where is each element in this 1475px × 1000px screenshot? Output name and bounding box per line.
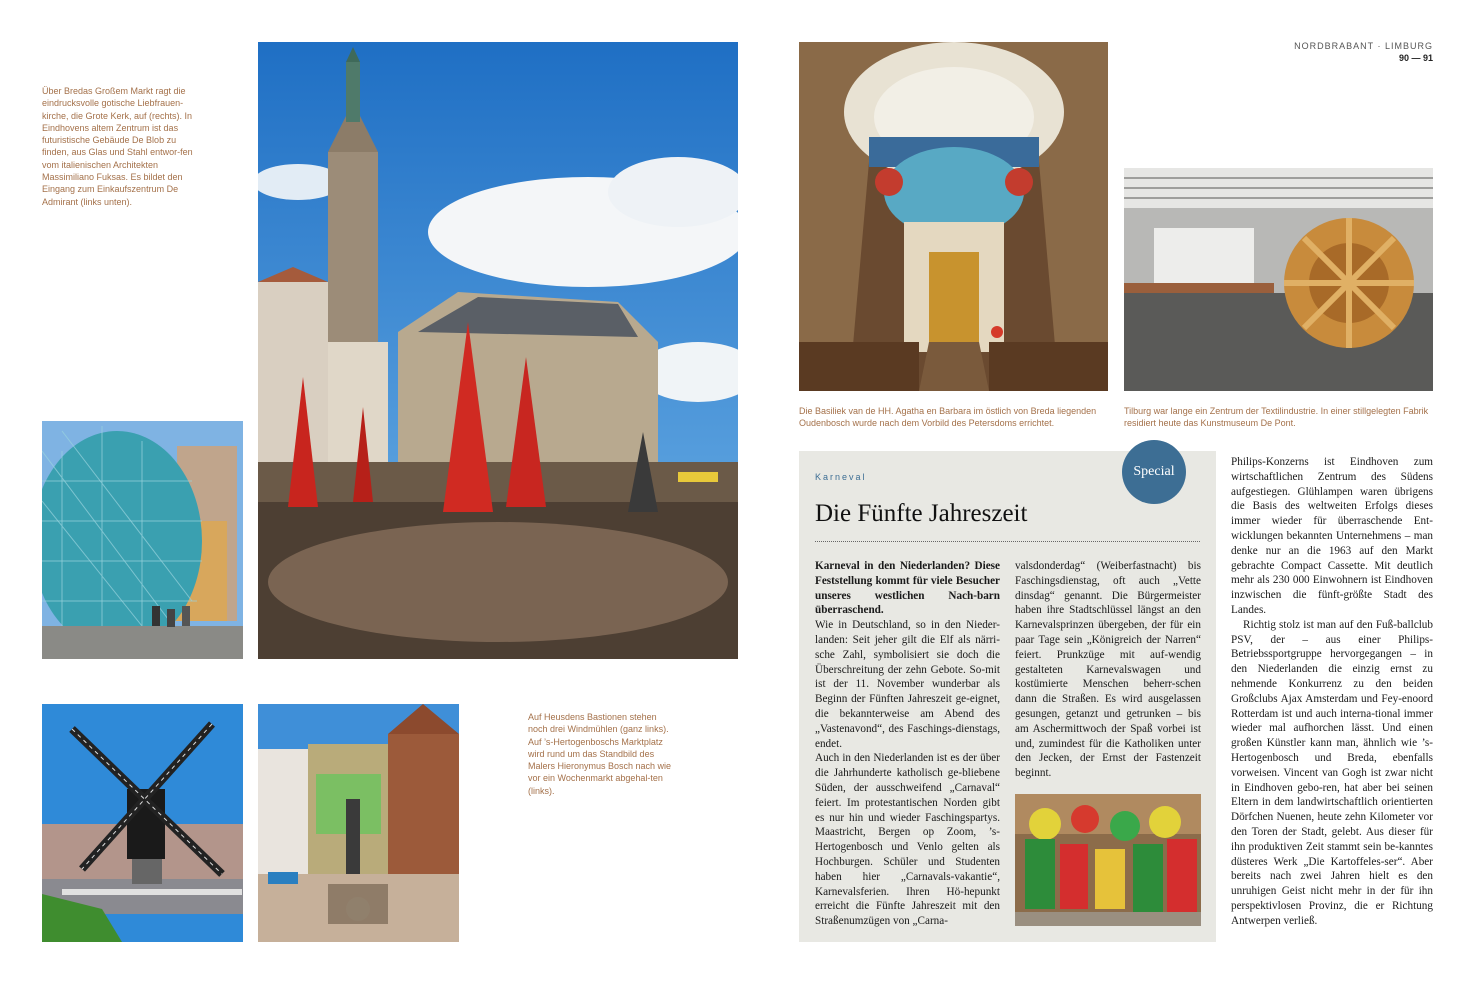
- special-column-1: [815, 559, 1000, 929]
- article-paragraph: Philips-Konzerns ist Eindhoven zum wirtschaftlichen Zentrum des Südens aufgestiegen. Glühlampen waren übrigens die Basis des weltweiten Erfolgs dieses immer wieder für überraschende Ent-wicklungen bekannten Unternehmens – man denke nur an die 1963 auf den Markt gebrachte Compact Cassette. Mit deutlich mehr als 230 000 Einwohnern ist Eindhoven inzwischen die fünft-größte Stadt des Landes.: [1231, 456, 1433, 616]
- caption-basilica: Die Basiliek van de HH. Agatha en Barbara im östlich von Breda liegenden Oudenbosch wurde nach dem Vorbild des Petersdoms errichtet.: [799, 406, 1097, 429]
- article-paragraph: Richtig stolz ist man auf den Fuß-ballclub PSV, der – aus einer Philips-Betriebssportgruppe hervorgegangen – in den Niederlanden die einzig ernst zu nehmende Konkurrenz zu den beiden Großclubs Ajax Amsterdam und Fey-enoord Rotterdam ist und auch interna-tional immer wieder mal aufhorchen lässt. Und einen großen Künstler kann man, ähnlich wie ’s-Hertogenbosch und Breda, ebenfalls vorweisen. Vincent van Gogh ist zwar nicht in Eindhoven gebo-ren, hat aber bei seinen Eltern in dem landwirtschaftlich orientierten Dörfchen Nuenen, heute zehn Kilometer vor den Toren der Stadt, gelebt. Aus dieser für ihn produktiven Zeit stammt sein be-kanntes düsteres Werk „Die Kartoffeles-ser“. Aber bereits nach zwei Jahren hielt es den unruhigen Geist nicht mehr in der für ihn perspektivlosen Provinz, die er Richtung Antwerpen verließ.: [1231, 618, 1433, 927]
- special-badge: Special: [1122, 440, 1186, 504]
- caption-breda: Über Bredas Großem Markt ragt die eindrucksvolle gotische Liebfrauen-kirche, die Grote Kerk, auf (rechts). In Eindhovens altem Zentrum ist das futuristische Gebäude De Blob zu finden, aus Glas und Stahl entwor-fen vom italienischen Architekten Massimiliano Fuksas. Es bildet den Eingang zum Einkaufszentrum De Admirant (links unten).: [42, 86, 193, 207]
- section-label: NORDBRABANT · LIMBURG: [1294, 41, 1433, 51]
- special-paragraph: Wie in Deutschland, so in den Nieder-landen: Seit jeher gilt die Elf als närri-sche Zahl, symbolisiert sie doch die Überschreitung der zehn Gebote. So-mit ist der 11. November wunderbar als Beginn der Fünften Jahreszeit ge-eignet, die bekannterweise am Abend des „Vastenavond“, des Faschings-dienstags, endet.: [815, 619, 1000, 750]
- photo-de-pont-museum: [1124, 168, 1433, 391]
- special-divider: [815, 541, 1200, 542]
- special-lead: Karneval in den Niederlanden? Diese Feststellung kommt für viele Besucher unseres westlichen Nach-barn überraschend.: [815, 560, 1000, 617]
- photo-de-blob: [42, 421, 243, 659]
- photo-carnival-parade: [1015, 794, 1201, 926]
- photo-heusden-windmill: [42, 704, 243, 942]
- running-header: [1294, 41, 1433, 63]
- photo-den-bosch-market: [258, 704, 459, 942]
- special-title: Die Fünfte Jahreszeit: [815, 500, 1028, 527]
- photo-breda-grote-kerk: [258, 42, 738, 659]
- special-paragraph: valsdonderdag“ (Weiberfastnacht) bis Faschingsdienstag, oft auch „Vette dinsdag“ genannt. Die Bürgermeister haben ihre Stadtschlüssel längst an den Karnevalsprinzen übergeben, der für ein paar Tage sein „Königreich der Narren“ feiert. Prunkzüge mit auf-wendig gestalteten Karnevalswagen und kostümierte Menschen beherr-schen dann die Straßen. Es wird ausgelassen gesungen, getanzt und getrunken – bis am Aschermittwoch der Spaß vorbei ist und, zumindest für die Katholiken unter den Jecken, der Ernst der Fastenzeit beginnt.: [1015, 560, 1201, 780]
- page-numbers: 90 — 91: [1398, 53, 1433, 63]
- special-paragraph: Auch in den Niederlanden ist es der über die Jahrhunderte katholisch ge-bliebene Süden, der ausschweifend „Carnaval“ feiert. Im protestantischen Norden gibt es nur hin und wieder Faschingspartys. Maastricht, Bergen op Zoom, ’s-Hertogenbosch und Venlo gelten als Hochburgen. Schüler und Studenten haben hier „Carnavals-vakantie“, Karnevalsferien. Ihren Hö-hepunkt erreicht die Fünfte Jahreszeit mit den Straßenumzügen von „Carna-: [815, 752, 1000, 928]
- special-kicker: Karneval: [815, 472, 867, 482]
- photo-oudenbosch-basilica: [799, 42, 1108, 391]
- caption-heusden: Auf Heusdens Bastionen stehen noch drei Windmühlen (ganz links). Auf ’s-Hertogenboschs Marktplatz wird rund um das Standbild des Malers Hieronymus Bosch nach wie vor ein Wochenmarkt abgehal-ten (links).: [528, 712, 672, 796]
- special-column-2: [1015, 559, 1201, 781]
- article-column: [1231, 455, 1433, 929]
- caption-tilburg: Tilburg war lange ein Zentrum der Textilindustrie. In einer stillgelegten Fabrik residiert heute das Kunstmuseum De Pont.: [1124, 406, 1429, 429]
